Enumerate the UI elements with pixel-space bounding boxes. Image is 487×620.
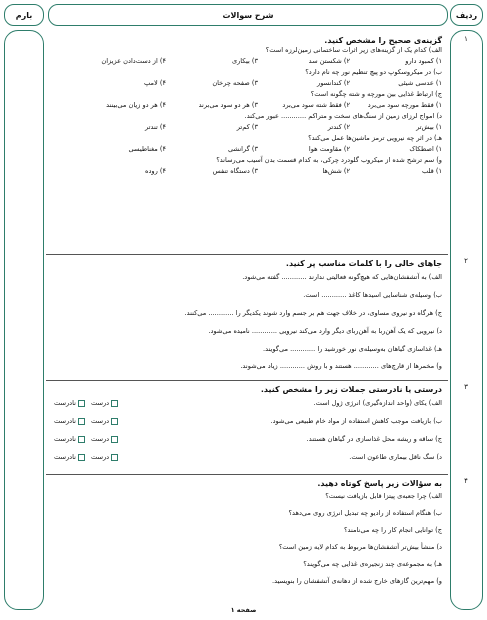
checkbox-icon[interactable] bbox=[78, 454, 85, 461]
option[interactable]: ۲) مقاومت هوا bbox=[308, 145, 350, 153]
q3-row bbox=[46, 448, 448, 466]
true-false-choice bbox=[54, 448, 118, 466]
q1-number: ۱ bbox=[464, 35, 468, 43]
option[interactable]: ۲) شکستن سد bbox=[308, 57, 350, 65]
option[interactable]: ۱) فقط مورچه سود می‌برد bbox=[367, 101, 442, 109]
option[interactable]: ۳) صفحه چرخان bbox=[212, 79, 258, 87]
q1-b: ب) در میکروسکوپ دو پیچ تنظیم نور چه نام دارد؟ bbox=[305, 68, 442, 76]
false-option[interactable]: نادرست bbox=[54, 430, 85, 448]
q3-row bbox=[46, 394, 448, 412]
true-option[interactable]: درست bbox=[91, 394, 118, 412]
option[interactable]: ۳) دستگاه تنفس bbox=[212, 167, 258, 175]
option[interactable]: ۲) شش‌ها bbox=[322, 167, 350, 175]
option[interactable]: ۴) لامپ bbox=[144, 79, 166, 87]
barom-column bbox=[4, 30, 44, 610]
q4-line: ب) هنگام استفاده از رادیو چه تبدیل انرژی روی می‌دهد؟ bbox=[288, 509, 442, 517]
question-1 bbox=[46, 34, 448, 255]
true-option[interactable]: درست bbox=[91, 448, 118, 466]
questions-area bbox=[46, 34, 448, 609]
header-title: شرح سوالات bbox=[48, 4, 448, 26]
option[interactable]: ۱) بیش‌تر bbox=[416, 123, 442, 131]
q2-number: ۲ bbox=[464, 257, 468, 265]
q2-line: الف) به آتشفشان‌هایی که هیچ‌گونه فعالیتی ندارند ............ گفته می‌شود. bbox=[242, 273, 442, 281]
q4-line: هـ) به مجموعه‌ی چند زنجیره‌ی غذایی چه می‌گویند؟ bbox=[303, 560, 442, 568]
true-false-choice bbox=[54, 412, 118, 430]
q2-line: و) مخمرها از قارچ‌های ............ هستند و با روش ............ زیاد می‌شوند. bbox=[240, 362, 442, 370]
q1-title: گزینه‌ی صحیح را مشخص کنید. bbox=[324, 36, 442, 45]
q3-statement: الف) یکای (واحد اندازه‌گیری) انرژی ژول است. bbox=[313, 399, 442, 407]
page-number: صفحه ۱ bbox=[230, 606, 257, 614]
true-false-choice bbox=[54, 394, 118, 412]
checkbox-icon[interactable] bbox=[111, 454, 118, 461]
question-4 bbox=[46, 477, 448, 605]
q2-line: د) نیرویی که یک آهن‌ربا به آهن‌ربای دیگر وارد می‌کند نیرویی ............ نامیده می‌شود. bbox=[208, 327, 442, 335]
q3-row bbox=[46, 430, 448, 448]
option[interactable]: ۳) گرانشی bbox=[227, 145, 258, 153]
false-option[interactable]: نادرست bbox=[54, 448, 85, 466]
header-radif: ردیف bbox=[450, 4, 483, 26]
q1-f-options bbox=[46, 166, 448, 177]
checkbox-icon[interactable] bbox=[78, 400, 85, 407]
q3-statement: ب) بازیافت موجب کاهش استفاده از مواد خام طبیعی می‌شود. bbox=[270, 417, 442, 425]
q1-e-options bbox=[46, 144, 448, 155]
q1-a: الف) کدام یک از گزینه‌های زیر اثرات ساختمانی زمین‌لرزه است؟ bbox=[265, 46, 442, 54]
q3-statement: ج) ساقه و ریشه محل غذاسازی در گیاهان هستند. bbox=[306, 435, 442, 443]
checkbox-icon[interactable] bbox=[111, 418, 118, 425]
option[interactable]: ۲) فقط شته سود می‌برد bbox=[282, 101, 350, 109]
q1-e: هـ) در اثر چه نیرویی ترمز ماشین‌ها عمل می‌کند؟ bbox=[308, 134, 442, 142]
option[interactable]: ۳) بیکاری bbox=[231, 57, 258, 65]
q3-title: درستی یا نادرستی جملات زیر را مشخص کنید. bbox=[260, 385, 442, 394]
checkbox-icon[interactable] bbox=[78, 436, 85, 443]
true-option[interactable]: درست bbox=[91, 412, 118, 430]
option[interactable]: ۴) تندتر bbox=[145, 123, 166, 131]
q4-line: ج) توانایی انجام کار را چه می‌نامند؟ bbox=[344, 526, 442, 534]
q4-line: و) مهم‌ترین گازهای خارج شده از دهانه‌ی آتشفشان را بنویسید. bbox=[272, 577, 442, 585]
q1-d: د) امواج لرزای زمین از سنگ‌های سخت و متراکم ............ عبور می‌کند. bbox=[244, 112, 442, 120]
question-2 bbox=[46, 257, 448, 381]
q2-title: جاهای خالی را با کلمات مناسب پر کنید. bbox=[285, 259, 442, 268]
q2-line: هـ) غذاسازی گیاهان به‌وسیله‌ی نور خورشید را ............ می‌گویند. bbox=[263, 345, 442, 353]
option[interactable]: ۳) کم‌تر bbox=[236, 123, 258, 131]
q2-line: ج) هرگاه دو نیروی مساوی، در خلاف جهت هم بر جسم وارد شوند یکدیگر را ............ می‌کنند. bbox=[184, 309, 442, 317]
q3-statement: د) سگ ناقل بیماری طاعون است. bbox=[349, 453, 442, 461]
q3-row bbox=[46, 412, 448, 430]
option[interactable]: ۱) اصطکاک bbox=[409, 145, 442, 153]
q3-number: ۳ bbox=[464, 383, 468, 391]
option[interactable]: ۱) کمبود دارو bbox=[405, 57, 442, 65]
false-option[interactable]: نادرست bbox=[54, 394, 85, 412]
option[interactable]: ۱) عدسی شیئی bbox=[398, 79, 442, 87]
exam-page bbox=[4, 4, 483, 614]
q1-a-options bbox=[46, 56, 448, 67]
true-false-choice bbox=[54, 430, 118, 448]
checkbox-icon[interactable] bbox=[111, 400, 118, 407]
option[interactable]: ۳) هر دو سود می‌برند bbox=[198, 101, 258, 109]
option[interactable]: ۲) کندتر bbox=[327, 123, 350, 131]
header bbox=[4, 4, 483, 26]
header-barom: بارم bbox=[4, 4, 44, 26]
q4-line: د) منشأ بیش‌تر آتشفشان‌ها مربوط به کدام لایه زمین است؟ bbox=[278, 543, 442, 551]
q4-line: الف) چرا جعبه‌ی پیتزا قابل بازیافت نیست؟ bbox=[325, 492, 442, 500]
q1-c-options bbox=[46, 100, 448, 111]
q1-b-options bbox=[46, 78, 448, 89]
checkbox-icon[interactable] bbox=[111, 436, 118, 443]
true-option[interactable]: درست bbox=[91, 430, 118, 448]
q4-title: به سؤالات زیر پاسخ کوتاه دهید. bbox=[317, 479, 442, 488]
false-option[interactable]: نادرست bbox=[54, 412, 85, 430]
option[interactable]: ۴) هر دو زیان می‌بینند bbox=[106, 101, 166, 109]
option[interactable]: ۲) کندانسور bbox=[317, 79, 350, 87]
radif-column bbox=[450, 30, 483, 610]
q2-line: ب) وسیله‌ی شناسایی اسیدها کاغذ ............ است. bbox=[303, 291, 442, 299]
option[interactable]: ۴) روده bbox=[145, 167, 166, 175]
q4-number: ۴ bbox=[464, 477, 468, 485]
option[interactable]: ۱) قلب bbox=[421, 167, 442, 175]
q1-c: ج) ارتباط غذایی بین مورچه و شته چگونه است؟ bbox=[310, 90, 442, 98]
option[interactable]: ۴) از دست‌دادن عزیزان bbox=[101, 57, 166, 65]
checkbox-icon[interactable] bbox=[78, 418, 85, 425]
question-3 bbox=[46, 383, 448, 475]
option[interactable]: ۴) مغناطیسی bbox=[128, 145, 166, 153]
q1-d-options bbox=[46, 122, 448, 133]
q1-f: و) سم ترشح شده از میکروب گلودرد چرکی، به کدام قسمت بدن آسیب می‌رساند؟ bbox=[216, 156, 442, 164]
